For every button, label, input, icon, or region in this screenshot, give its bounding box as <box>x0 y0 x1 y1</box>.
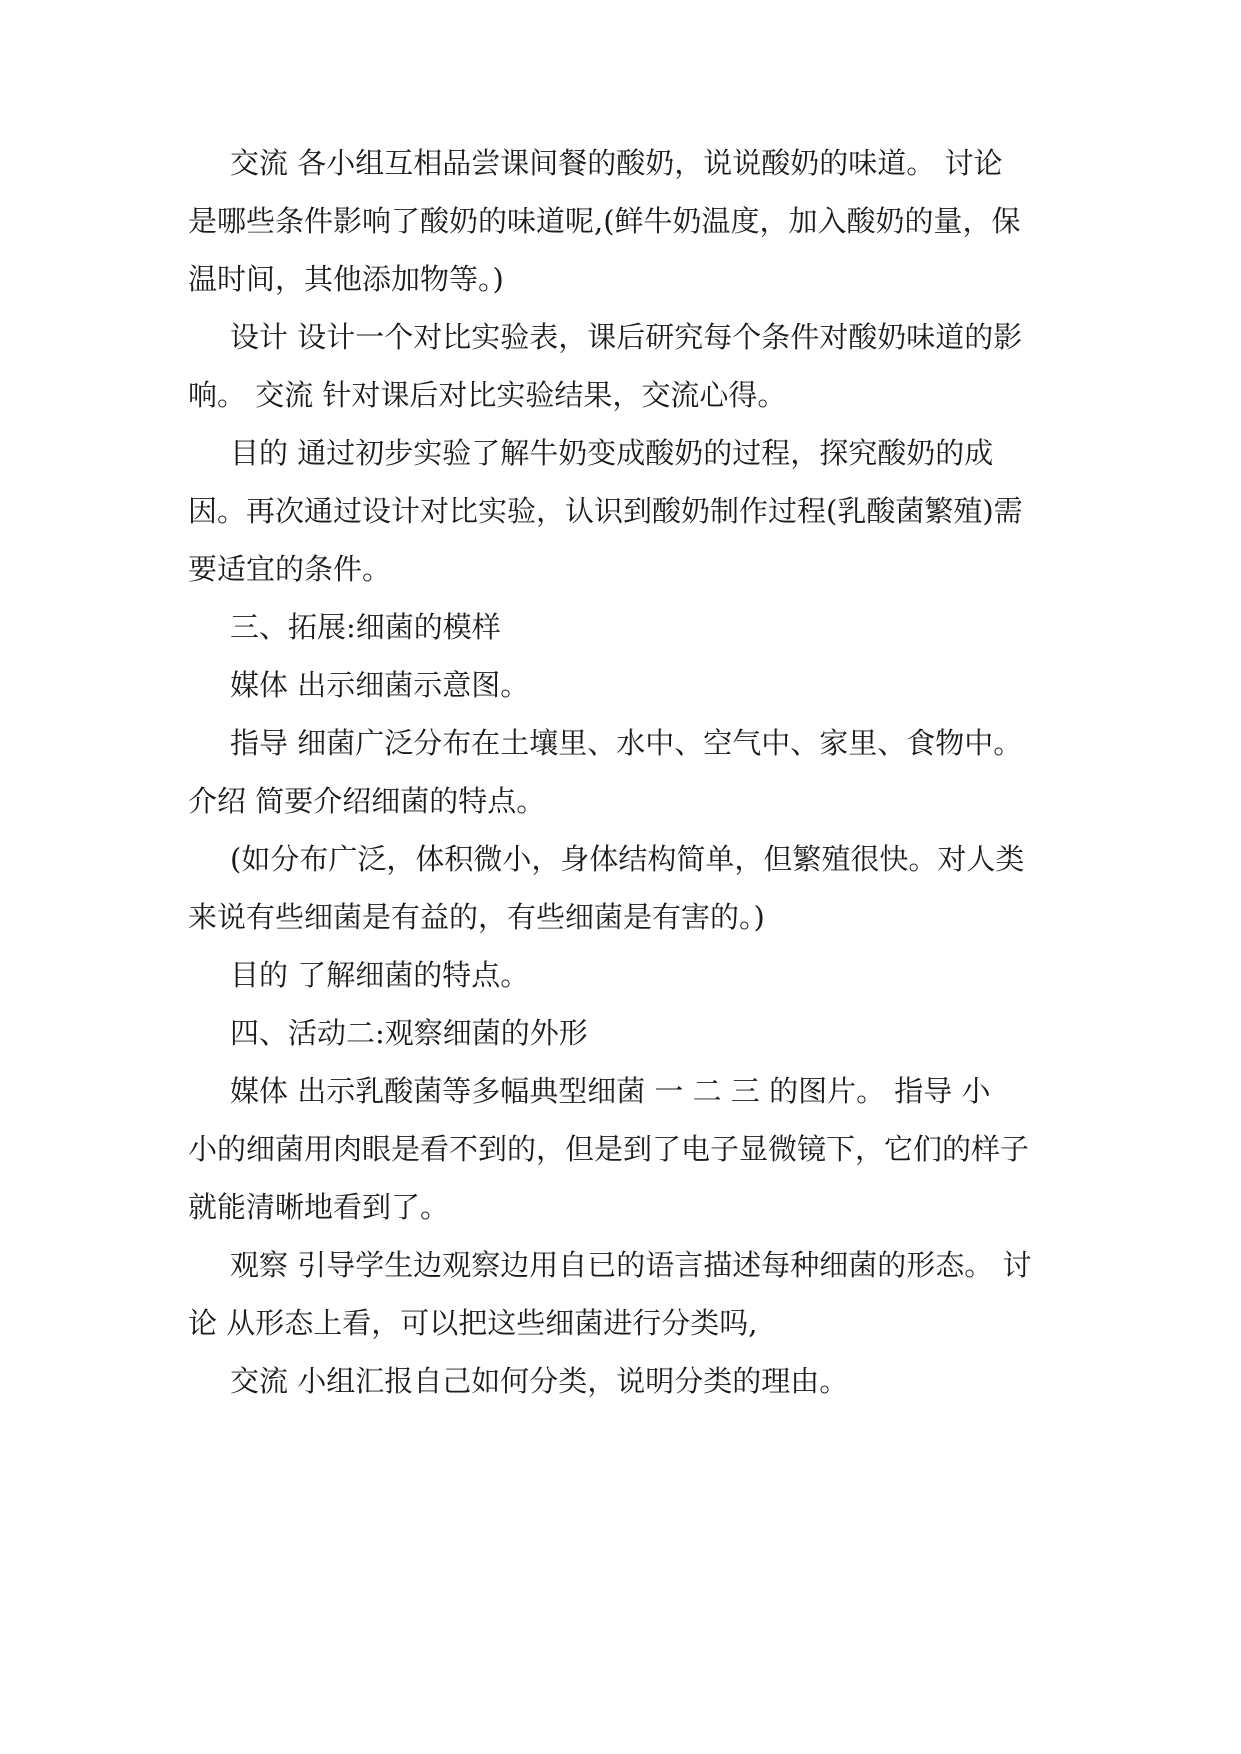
text-line: (如分布广泛，体积微小，身体结构简单，但繁殖很快。对人类 <box>230 842 1025 876</box>
text-line: 介绍 简要介绍细菌的特点。 <box>188 784 546 818</box>
text-line: 交流 小组汇报自己如何分类，说明分类的理由。 <box>230 1364 849 1398</box>
text-line: 媒体 出示细菌示意图。 <box>230 668 530 702</box>
text-line: 因。再次通过设计对比实验，认识到酸奶制作过程(乳酸菌繁殖)需 <box>188 494 1023 528</box>
section-heading: 四、活动二:观察细菌的外形 <box>230 1016 588 1050</box>
text-line: 就能清晰地看到了。 <box>188 1190 450 1224</box>
text-line: 观察 引导学生边观察边用自已的语言描述每种细菌的形态。 讨 <box>230 1248 1032 1282</box>
text-line: 指导 细菌广泛分布在土壤里、水中、空气中、家里、食物中。 <box>230 726 1023 760</box>
text-line: 目的 了解细菌的特点。 <box>230 958 530 992</box>
text-line: 媒体 出示乳酸菌等多幅典型细菌 一 二 三 的图片。 指导 小 <box>230 1074 991 1108</box>
text-line: 是哪些条件影响了酸奶的味道呢,(鲜牛奶温度，加入酸奶的量，保 <box>188 204 1021 238</box>
text-line: 响。 交流 针对课后对比实验结果，交流心得。 <box>188 378 787 412</box>
text-line: 论 从形态上看，可以把这些细菌进行分类吗, <box>188 1306 758 1340</box>
text-line: 来说有些细菌是有益的，有些细菌是有害的。) <box>188 900 765 934</box>
text-line: 交流 各小组互相品尝课间餐的酸奶，说说酸奶的味道。 讨论 <box>230 146 1003 180</box>
text-line: 设计 设计一个对比实验表，课后研究每个条件对酸奶味道的影 <box>230 320 1023 354</box>
section-heading: 三、拓展:细菌的模样 <box>230 610 501 644</box>
text-line: 温时间，其他添加物等。) <box>188 262 504 296</box>
text-line: 小的细菌用肉眼是看不到的，但是到了电子显微镜下，它们的样子 <box>188 1132 1030 1166</box>
text-line: 要适宜的条件。 <box>188 552 392 586</box>
text-line: 目的 通过初步实验了解牛奶变成酸奶的过程，探究酸奶的成 <box>230 436 994 470</box>
